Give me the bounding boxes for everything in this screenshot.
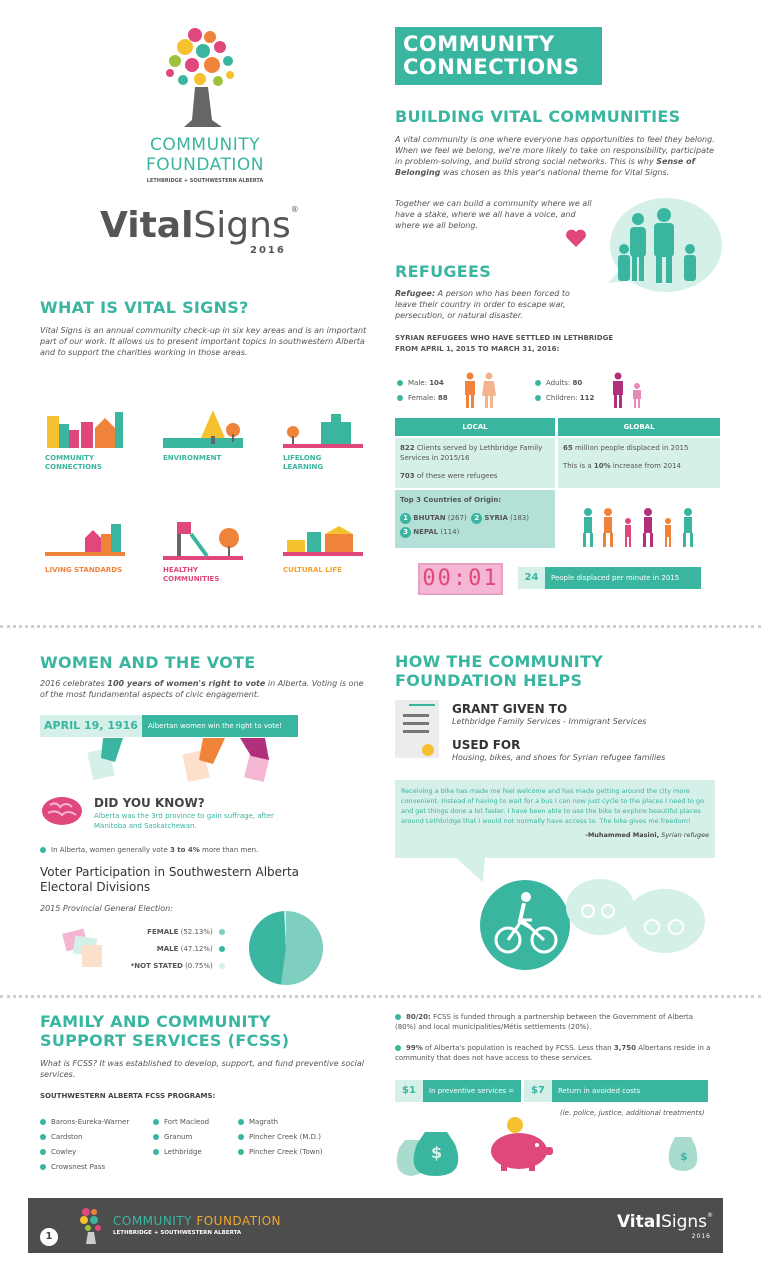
ballot-hands-icon (85, 738, 285, 783)
country-3: NEPAL (413, 528, 439, 536)
money-bag-symbol: $ (431, 1143, 443, 1162)
footer-vitalsigns (617, 1212, 713, 1232)
bullet-dot (40, 1119, 46, 1125)
vital-text: Vital (100, 205, 194, 246)
fcss-b2-text: of Alberta's population is reached by FCSS. Less than (422, 1044, 614, 1052)
digital-clock: 00:01 (418, 563, 503, 595)
legend-notstated (120, 958, 225, 975)
footer-reg: ® (707, 1212, 713, 1219)
footer-subtitle: LETHBRIDGE + SOUTHWESTERN ALBERTA (113, 1230, 242, 1236)
rank-2-badge: 2 (471, 513, 482, 524)
refugees-title: REFUGEES (395, 262, 492, 281)
school-icon (283, 408, 363, 448)
voter-participation-title: Voter Participation in Southwestern Alberta Electoral Divisions (40, 865, 300, 894)
refugee-def-text: A person who has been forced to leave their country in order to escape war, persecution, or natural disaster. (395, 289, 570, 320)
bullet-dot (397, 395, 403, 401)
women-intro (40, 678, 370, 700)
vote-bullet-bold: 3 to 4% (170, 846, 200, 854)
logo-line3: LETHBRIDGE + SOUTHWESTERN ALBERTA (146, 178, 264, 184)
museum-icon (283, 520, 363, 560)
bullet-dot (238, 1134, 244, 1140)
top-countries (395, 490, 555, 548)
vote-date: APRIL 19, 1916 (40, 715, 142, 737)
bullet-dot (238, 1119, 244, 1125)
program-name: Cardston (51, 1133, 83, 1141)
money-bag-small-symbol: $ (680, 1150, 688, 1163)
area-label: HEALTHY COMMUNITIES (163, 566, 220, 583)
signs-text: Signs (193, 205, 291, 246)
bullet-dot (153, 1149, 159, 1155)
local-clients-text: Clients served by Lethbridge Family Services in 2015/16 (400, 444, 543, 462)
legend-male-value: (47.12%) (180, 945, 213, 953)
vote-bullet-a: In Alberta, women generally vote (51, 846, 170, 854)
program-item (153, 1130, 209, 1145)
female-value: 88 (437, 394, 448, 402)
refugee-definition (395, 288, 590, 321)
local-refugees-value: 703 (400, 472, 415, 480)
pie-slice-male (249, 911, 286, 985)
adults-value: 80 (572, 379, 583, 387)
program-item (40, 1160, 129, 1175)
bvc-p1 (395, 134, 715, 178)
legend-notstated-swatch (219, 963, 225, 969)
program-item (40, 1115, 129, 1130)
program-item (238, 1115, 323, 1130)
bvc-title: BUILDING VITAL COMMUNITIES (395, 107, 681, 126)
used-value: Housing, bikes, and shoes for Syrian refugee families (452, 753, 666, 762)
fcss-bullet-1 (395, 1012, 715, 1032)
houses-icon (45, 520, 125, 560)
piggy-bank-icon (485, 1117, 555, 1172)
perminute-value: 24 (518, 567, 545, 589)
area-label: LIVING STANDARDS (45, 566, 123, 574)
refugee-stat-head: SYRIAN REFUGEES WHO HAVE SETTLED IN LETHBRIDGE FROM APRIL 1, 2015 TO MARCH 31, 2016: (395, 334, 614, 353)
help-title-1: HOW THE COMMUNITY (395, 652, 604, 671)
help-title (395, 652, 603, 690)
area-label: COMMUNITY CONNECTIONS (45, 454, 102, 471)
female-label: Female: (408, 394, 436, 402)
local-clients (400, 443, 550, 463)
fcss-title-1: FAMILY AND COMMUNITY (40, 1012, 271, 1031)
bullet-dot (395, 1014, 401, 1020)
country-3-value: (114) (440, 528, 460, 536)
program-item (40, 1145, 129, 1160)
avoided-costs-note: (ie. police, justice, additional treatments) (560, 1109, 705, 1117)
legend-notstated-value: (0.75%) (185, 962, 213, 970)
perminute-text: People displaced per minute in 2015 (545, 567, 701, 589)
used-heading: USED FOR (452, 738, 521, 752)
walking-people-icon (578, 507, 703, 549)
local-header: LOCAL (395, 418, 555, 436)
fcss-b2-text-end: Albertans reside in a community that does not have access to these services. (395, 1044, 711, 1062)
family-bubble-icon (598, 195, 723, 295)
cc-line1: COMMUNITY (403, 32, 555, 56)
quote-author (401, 830, 709, 840)
country-row-2 (400, 527, 550, 538)
program-name: Crowsnest Pass (51, 1163, 106, 1171)
did-you-know-text: Alberta was the 3rd province to gain suffrage, after Manitoba and Saskatchewan. (94, 812, 274, 830)
rank-3-badge: 3 (400, 527, 411, 538)
programs-col2 (153, 1115, 209, 1160)
fcss-intro: What is FCSS? It was established to develop, support, and fund preventive social services. (40, 1059, 364, 1079)
quote-box (395, 780, 715, 858)
program-name: Magrath (249, 1118, 279, 1126)
bullet-dot (40, 1149, 46, 1155)
bullet-dot (397, 380, 403, 386)
legend-female-swatch (219, 929, 225, 935)
country-1-value: (267) (447, 514, 467, 522)
dollar-1-text: In preventive services = (423, 1080, 521, 1102)
fcss-b1-text: FCSS is funded through a partnership between the Government of Alberta (80%) and local municipalities/Métis settlements (20%). (395, 1013, 694, 1031)
vital-signs-logo (100, 205, 310, 260)
program-name: Granum (164, 1133, 193, 1141)
footer-vs-vital: Vital (616, 1212, 662, 1232)
tree-icon (163, 408, 243, 448)
author-name: -Muhammed Masini, (585, 831, 660, 839)
global-header: GLOBAL (558, 418, 720, 436)
grant-value: Lethbridge Family Services - Immigrant Services (452, 717, 647, 726)
area-label: CULTURAL LIFE (283, 566, 342, 574)
page-number: 1 (40, 1228, 58, 1246)
area-label: LIFELONG LEARNING (283, 454, 324, 471)
local-refugees-text: of these were refugees (414, 472, 498, 480)
help-title-2: FOUNDATION HELPS (395, 671, 583, 690)
vs-year: 2016 (250, 245, 286, 256)
country-2-value: (183) (510, 514, 529, 522)
bullet-dot (40, 1164, 46, 1170)
global-displaced-value: 65 (563, 444, 573, 452)
did-you-know-title: DID YOU KNOW? (94, 796, 205, 810)
program-name: Fort Macleod (164, 1118, 210, 1126)
legend-male-label: MALE (156, 945, 179, 953)
dollar-7-text: Return in avoided costs (552, 1080, 708, 1102)
what-body: Vital Signs is an annual community check-up in six key areas and is an important part of our work. It allows us to present important topics in southwestern Alberta and to support the charities working in those areas. (40, 326, 367, 357)
bullet-dot (395, 1045, 401, 1051)
footer-bar (28, 1198, 723, 1253)
refugee-def-term: Refugee: (395, 289, 436, 298)
program-item (153, 1115, 209, 1130)
program-item (153, 1145, 209, 1160)
stat-adults (535, 378, 582, 388)
stat-children (535, 393, 594, 403)
children-label: Children: (546, 394, 578, 402)
global-displaced (563, 443, 715, 453)
quote-text: Receiving a bike has made me feel welcome and has made getting around the city more convenient. Instead of having to wait for a bus I can now just cycle to the places I need to go and get things done a lot faster. I have been able to use the bike to explore beautiful places around Lethbridge that I would not normally have access to. The bike gives me freedom! (401, 787, 705, 825)
children-value: 112 (579, 394, 595, 402)
rank-1-badge: 1 (400, 513, 411, 524)
women-title: WOMEN AND THE VOTE (40, 653, 256, 672)
program-item (238, 1145, 323, 1160)
area-label: ENVIRONMENT (163, 454, 222, 462)
local-stats (395, 438, 555, 488)
bvc-p1-a: A vital community is one where everyone has opportunities to feel they belong. When we feel we belong, we're more likely to take on responsibility, participate in problem-solving, and build strong social networks. This is why (395, 135, 715, 166)
footer-foundation-name (113, 1214, 281, 1228)
country-row-1 (400, 513, 550, 524)
legend-notstated-label: *NOT STATED (130, 962, 183, 970)
program-name: Pincher Creek (M.D.) (249, 1133, 321, 1141)
ballots-icon (60, 925, 110, 970)
bullet-dot (535, 380, 541, 386)
footer-vs-signs: Signs (661, 1212, 707, 1232)
fcss-b2-value: 3,750 (613, 1044, 636, 1052)
global-inc-value: 10% (593, 462, 611, 470)
dollar-1: $1 (395, 1080, 423, 1102)
city-icon (45, 408, 125, 448)
global-increase (563, 461, 715, 471)
heart-icon (565, 228, 587, 248)
bullet-dot (153, 1134, 159, 1140)
bvc-p2: Together we can build a community where we all have a stake, where we all have a voice, and where we all belong. (395, 199, 592, 230)
cc-line2: CONNECTIONS (403, 55, 580, 79)
women-intro-bold: 100 years of women's right to vote (107, 679, 266, 688)
global-stats (558, 438, 720, 488)
adult-child-icon (608, 372, 648, 408)
local-clients-value: 822 (400, 444, 415, 452)
legend-female-value: (52.13%) (180, 928, 213, 936)
pie-slice-female (281, 911, 323, 985)
local-refugees (400, 471, 550, 481)
fcss-title (40, 1012, 289, 1050)
divider-2 (0, 995, 761, 998)
what-title: WHAT IS VITAL SIGNS? (40, 298, 249, 317)
stat-male (397, 378, 444, 388)
bullet-dot (40, 1134, 46, 1140)
program-name: Barons-Eureka-Warner (51, 1118, 130, 1126)
brain-icon (40, 795, 85, 827)
bullet-dot (153, 1119, 159, 1125)
bvc-p1-c: was chosen as this year's national theme for Vital Signs. (440, 168, 670, 177)
area-lifelong-learning (283, 408, 373, 473)
area-healthy-communities (163, 520, 253, 583)
global-inc-b: increase from 2014 (610, 462, 681, 470)
logo-line2: FOUNDATION (146, 155, 264, 175)
pie-legend (120, 924, 225, 975)
vote-date-text: Albertan women win the right to vote! (142, 715, 298, 737)
foundation-logo (140, 25, 270, 195)
fcss-title-2: SUPPORT SERVICES (FCSS) (40, 1031, 290, 1050)
global-displaced-text: million people displaced in 2015 (572, 444, 689, 452)
cyclist-icon (480, 875, 720, 975)
footer-year: 2016 (691, 1233, 711, 1240)
divider-1 (0, 625, 761, 628)
community-connections-banner (395, 27, 602, 85)
election-label: 2015 Provincial General Election: (40, 904, 173, 913)
fcss-programs-heading: SOUTHWESTERN ALBERTA FCSS PROGRAMS: (40, 1092, 216, 1100)
area-living-standards (45, 520, 135, 580)
bvc-p1-bold: Sense of Belonging (395, 157, 696, 177)
legend-female (120, 924, 225, 941)
logo-line1: COMMUNITY (149, 135, 261, 155)
program-name: Cowley (51, 1148, 77, 1156)
grant-heading: GRANT GIVEN TO (452, 702, 568, 716)
area-cultural-life (283, 520, 373, 580)
legend-male (120, 941, 225, 958)
program-item (40, 1130, 129, 1145)
legend-male-swatch (219, 946, 225, 952)
male-female-icon (460, 372, 500, 408)
women-intro-a: 2016 celebrates (40, 679, 108, 688)
bullet-dot (535, 395, 541, 401)
fcss-b2-bold: 99% (406, 1044, 423, 1052)
male-label: Male: (408, 379, 427, 387)
reg-mark: ® (290, 205, 299, 214)
area-environment (163, 408, 253, 473)
footer-tree-icon (76, 1206, 106, 1248)
vote-bullet-c: more than men. (199, 846, 259, 854)
women-intro-c: in Alberta. Voting is one of the most fundamental aspects of civic engagement. (40, 679, 364, 699)
programs-col1 (40, 1115, 129, 1175)
program-name: Pincher Creek (Town) (249, 1148, 323, 1156)
programs-col3 (238, 1115, 323, 1160)
global-inc-a: This is a (563, 462, 594, 470)
top3-heading: Top 3 Countries of Origin: (400, 496, 502, 504)
vote-bullet (40, 845, 258, 855)
legend-female-label: FEMALE (147, 928, 179, 936)
document-icon (395, 700, 443, 758)
country-1: BHUTAN (413, 514, 446, 522)
footer-cf2: FOUNDATION (196, 1214, 282, 1228)
author-role: Syrian refugee (661, 831, 709, 839)
area-community-connections (45, 408, 135, 473)
tree-logo-icon (140, 25, 270, 135)
program-item (238, 1130, 323, 1145)
male-value: 104 (429, 379, 444, 387)
bullet-dot (238, 1149, 244, 1155)
fcss-b1-bold: 80/20: (406, 1013, 431, 1021)
voter-pie-chart (248, 910, 324, 986)
adults-label: Adults: (546, 379, 571, 387)
footer-cf1: COMMUNITY (113, 1214, 192, 1228)
fcss-bullet-2 (395, 1043, 715, 1063)
country-2: SYRIA (484, 514, 508, 522)
bullet-dot (40, 847, 46, 853)
stat-female (397, 393, 448, 403)
dollar-7: $7 (524, 1080, 552, 1102)
playground-icon (163, 520, 243, 560)
program-name: Lethbridge (164, 1148, 202, 1156)
